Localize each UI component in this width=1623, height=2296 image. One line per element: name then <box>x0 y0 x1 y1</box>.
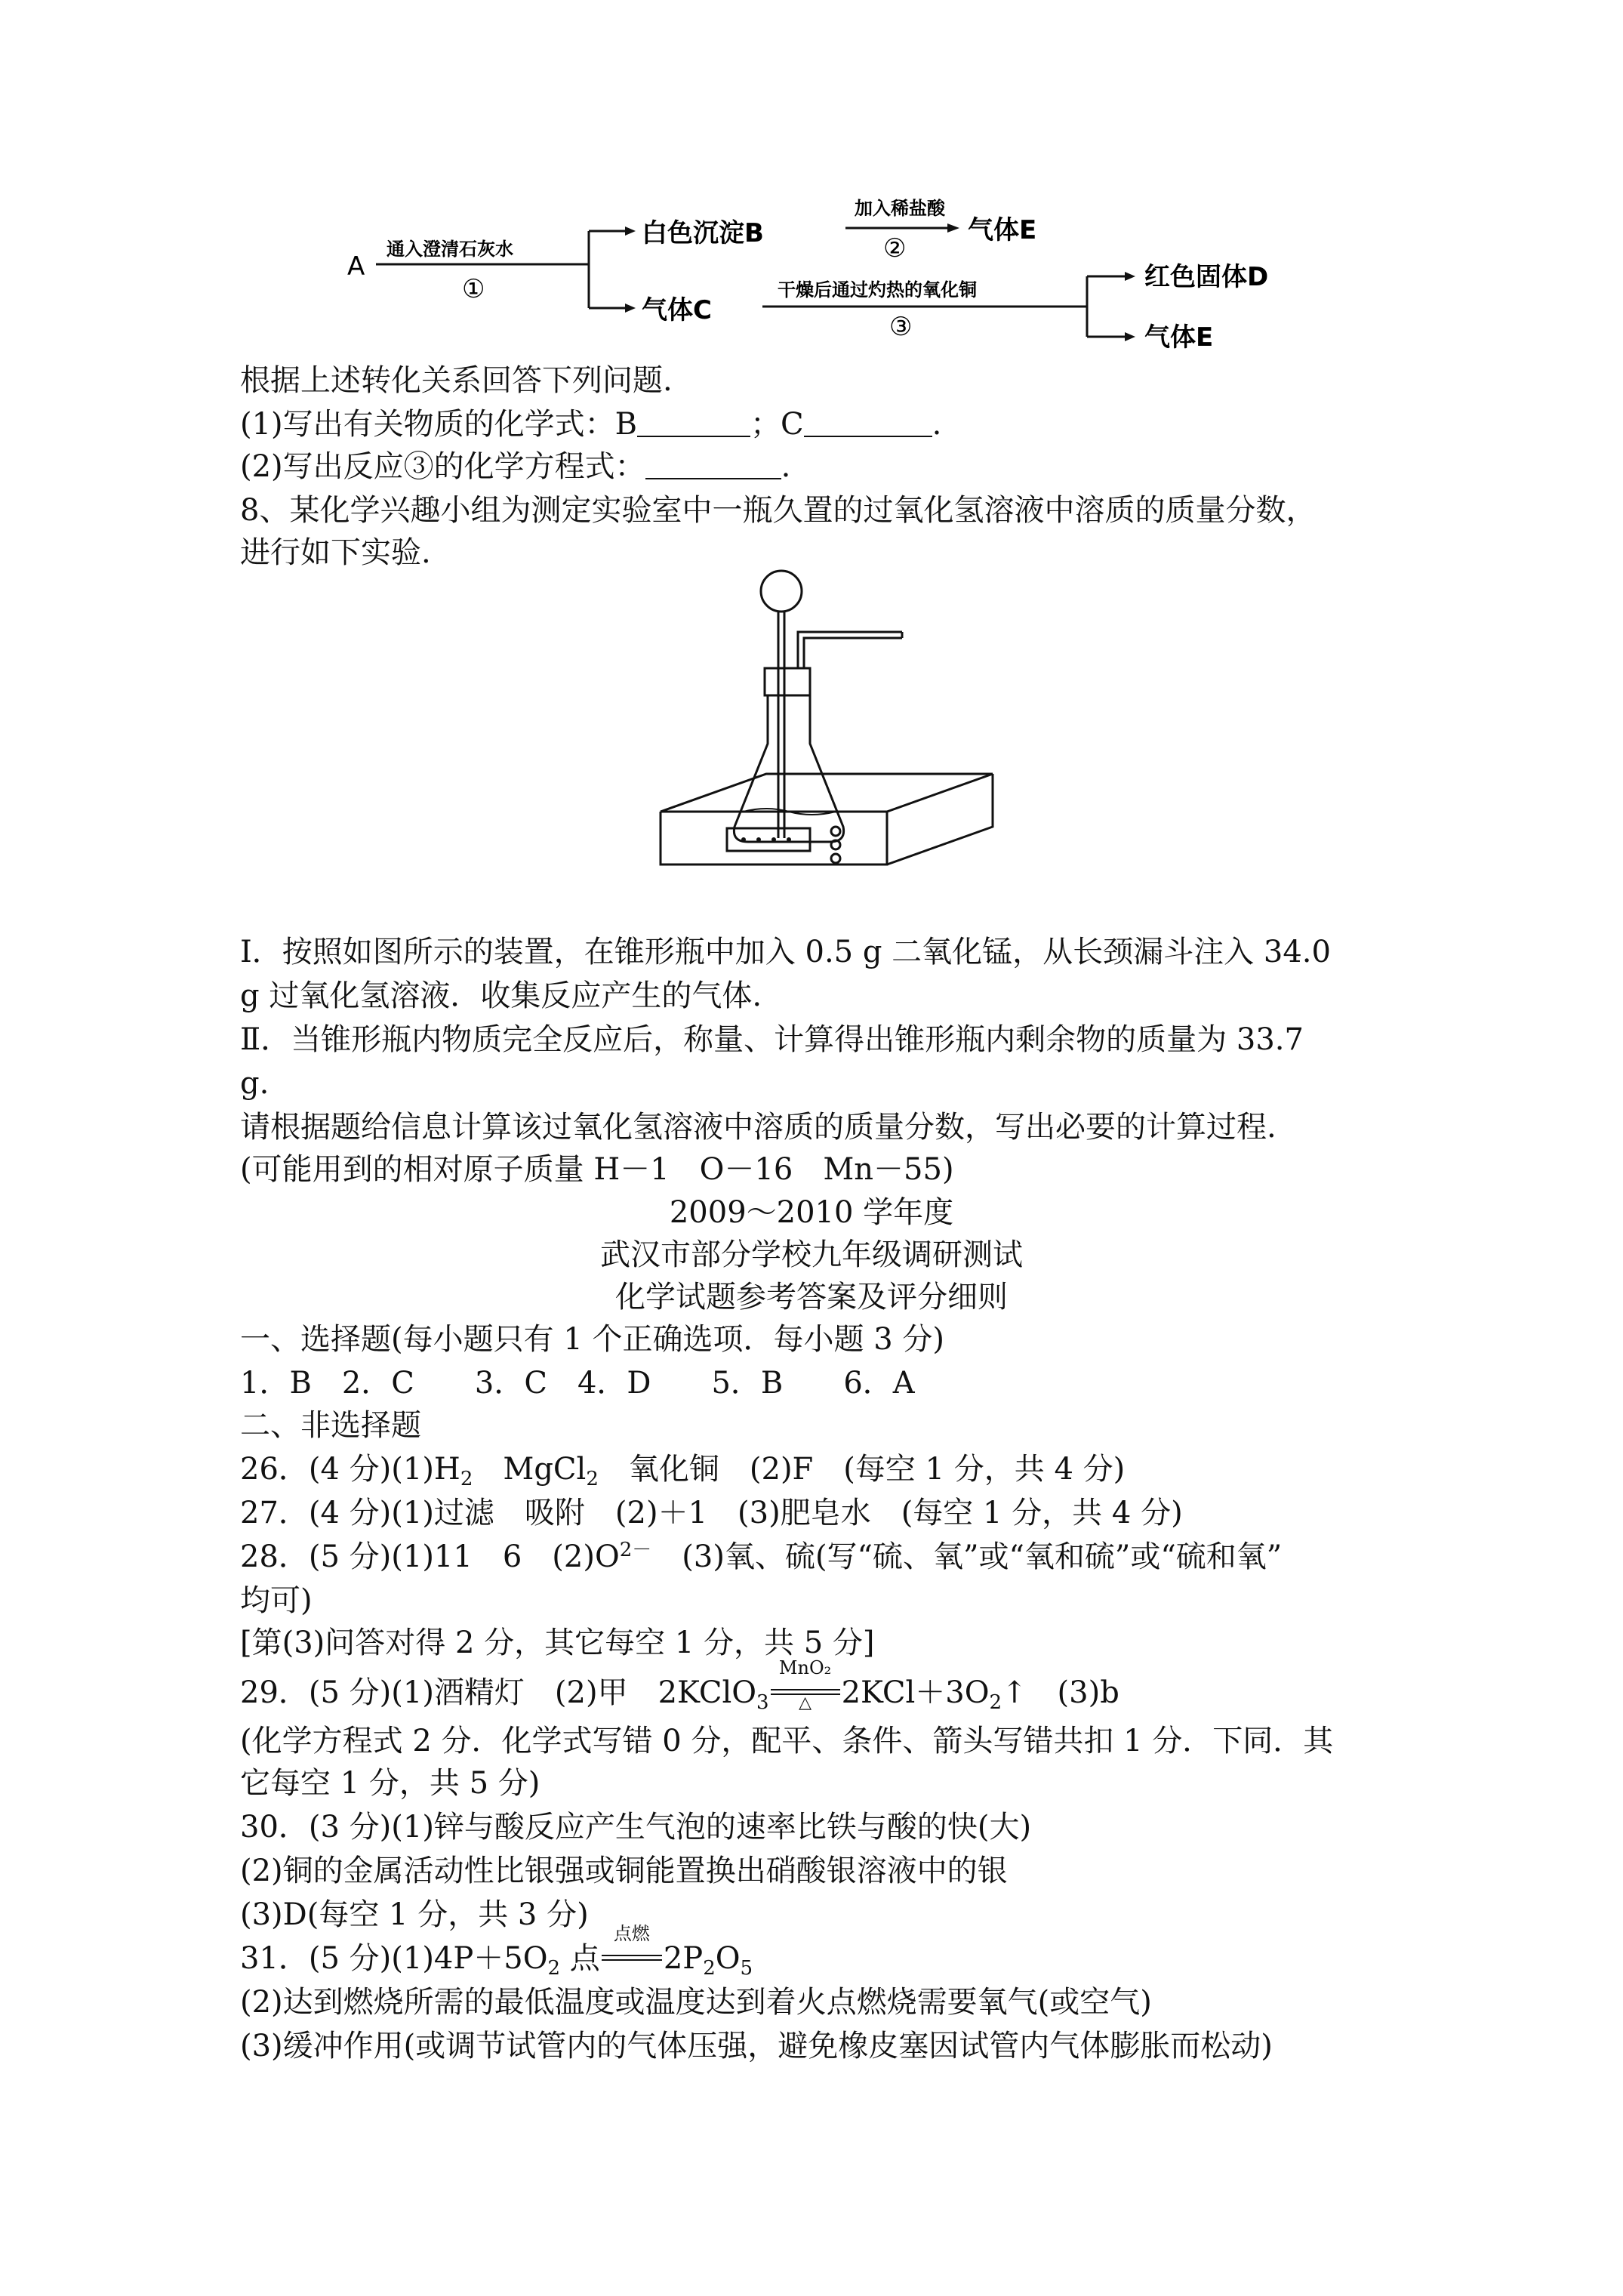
answer-28: 28．(5 分)(1)11 6 $(2)O^{2-}$ (3)氧、硫(写“硫、氧”或“氧和硫”或“硫和氧” <box>240 1539 1283 1574</box>
q8-ask: 请根据题给信息计算该过氧化氢溶液中溶质的质量分数，写出必要的计算过程. <box>240 1110 1277 1145</box>
answer-29-note2: 它每空 1 分，共 5 分) <box>240 1766 540 1801</box>
funnel-bulb <box>761 571 802 612</box>
flow-B: 白色沉淀B <box>642 218 764 248</box>
q8-step2-a: Ⅱ．当锥形瓶内物质完全反应后，称量、计算得出锥形瓶内剩余物的质量为 33.7 <box>240 1022 1304 1057</box>
q8-masses: (可能用到的相对原子质量 H－1 O－16 Mn－55) <box>240 1152 954 1187</box>
answer-year: 2009～2010 学年度 <box>669 1195 954 1230</box>
q7-intro: 根据上述转化关系回答下列问题. <box>240 363 673 398</box>
flow-E2: 气体E <box>1144 322 1214 353</box>
flow-step1-label: 通入澄清石灰水 <box>387 239 513 260</box>
answer-29-note1: (化学方程式 2 分．化学式写错 0 分，配平、条件、箭头写错共扣 1 分．下同．其 <box>240 1724 1334 1758</box>
answer-blank-b <box>637 408 750 437</box>
section-nonchoice: 二、非选择题 <box>240 1408 421 1443</box>
q8-step1-b: g 过氧化氢溶液．收集反应产生的气体. <box>240 978 762 1013</box>
flow-step2-num: ② <box>883 233 907 264</box>
flow-step3-num: ③ <box>889 312 913 342</box>
erlenmeyer-flask <box>734 695 843 842</box>
flow-D: 红色固体D <box>1144 262 1269 292</box>
q7-part1: (1)写出有关物质的化学式：B ；C . <box>240 407 942 442</box>
answer-30-3: (3)D(每空 1 分，共 3 分) <box>240 1897 589 1932</box>
answer-27: 27．(4 分)(1)过滤 吸附 (2)＋1 (3)肥皂水 (每空 1 分，共 4 分) <box>240 1496 1183 1530</box>
answer-26: 26．(4 分)$(1)H_2$ MgCl$_2$ 氧化铜 (2)F (每空 1 分，共 4 分) <box>240 1452 1126 1490</box>
answer-subtitle: 化学试题参考答案及评分细则 <box>615 1280 1008 1314</box>
q8-line2: 进行如下实验. <box>240 535 431 570</box>
reaction-condition-ignite: 点燃 <box>600 1941 664 1971</box>
q8-line1: 8、某化学兴趣小组为测定实验室中一瓶久置的过氧化氢溶液中溶质的质量分数， <box>240 493 1317 528</box>
answer-31-1: 31．(5 分)$(1)4P+5O_2$ 点 点燃 $2P_2O_5$ <box>240 1923 753 1980</box>
balance-body <box>661 774 993 812</box>
apparatus-figure <box>638 562 1015 925</box>
q8-step2-b: g. <box>240 1066 269 1101</box>
q8-step1-a: Ⅰ．按照如图所示的装置，在锥形瓶中加入 0.5 g 二氧化锰，从长颈漏斗注入 34.0 <box>240 935 1331 969</box>
flow-A: A <box>347 251 365 282</box>
q7-part2: (2)写出反应③的化学方程式： . <box>240 449 791 484</box>
flow-step3-label: 干燥后通过灼热的氧化铜 <box>778 279 977 300</box>
answer-28-scoring: [第(3)问答对得 2 分，其它每空 1 分，共 5 分] <box>240 1626 875 1660</box>
answer-29: 29．(5 分)(1)酒精灯 (2)甲 2KClO$_3$ MnO₂ △ $2KCl+3O_2↑$ (3)b <box>240 1657 1119 1714</box>
flow-C: 气体C <box>642 295 712 325</box>
flow-step2-label: 加入稀盐酸 <box>855 198 945 219</box>
answer-28-cont: 均可) <box>240 1583 313 1618</box>
flow-E1: 气体E <box>968 215 1037 245</box>
answer-blank-equation <box>645 451 781 479</box>
answer-31-3: (3)缓冲作用(或调节试管内的气体压强，避免橡皮塞因试管内气体膨胀而松动) <box>240 2029 1273 2063</box>
choice-answers: 1．B 2．C 3．C 4．D 5．B 6．A <box>240 1366 915 1401</box>
answer-31-2: (2)达到燃烧所需的最低温度或温度达到着火点燃烧需要氧气(或空气) <box>240 1985 1152 2020</box>
answer-30-1: 30．(3 分)(1)锌与酸反应产生气泡的速率比铁与酸的快(大) <box>240 1810 1032 1845</box>
section-choice: 一、选择题(每小题只有 1 个正确选项．每小题 3 分) <box>240 1322 944 1357</box>
flow-step1-num: ① <box>462 274 485 304</box>
answer-blank-c <box>804 408 932 437</box>
answer-title: 武汉市部分学校九年级调研测试 <box>600 1237 1023 1272</box>
stopper <box>765 668 810 695</box>
reaction-condition: MnO₂ △ <box>769 1675 842 1706</box>
answer-30-2: (2)铜的金属活动性比银强或铜能置换出硝酸银溶液中的银 <box>240 1854 1008 1888</box>
